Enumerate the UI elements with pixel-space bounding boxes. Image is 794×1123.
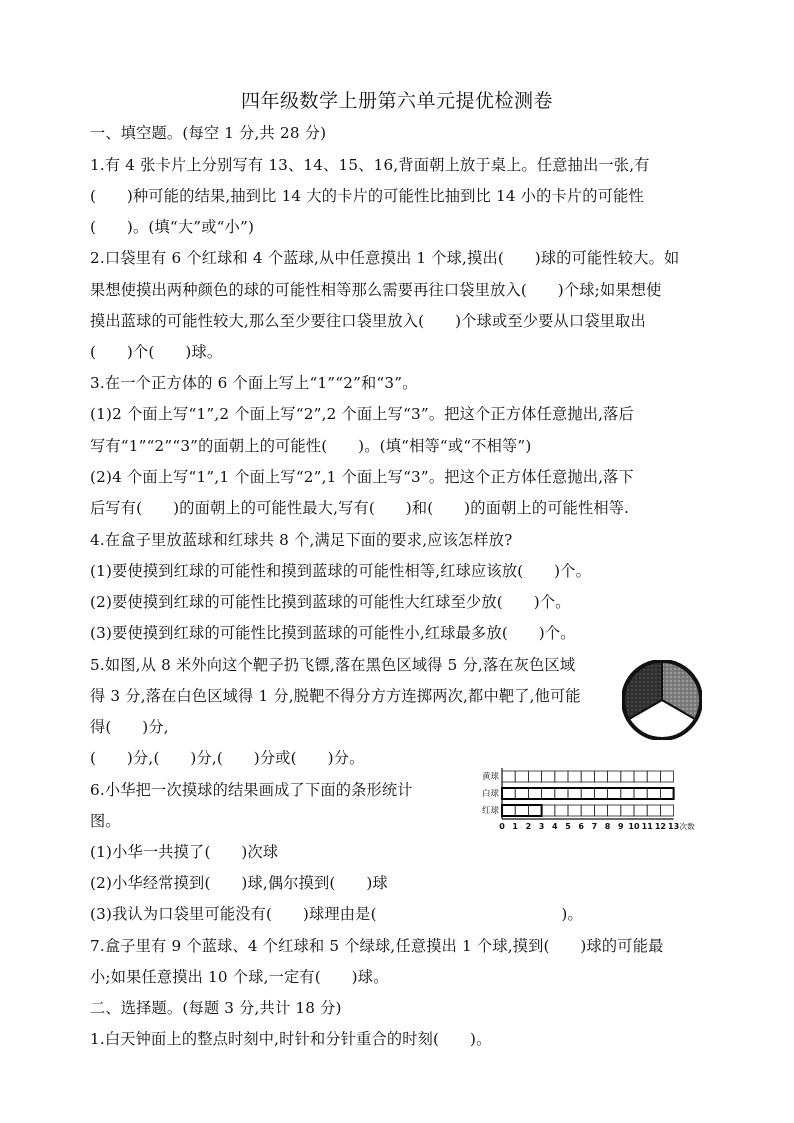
chart-bars (502, 788, 674, 816)
chart-grid-cell (515, 771, 528, 782)
chart-tick-label: 2 (525, 822, 532, 831)
chart-tick-label: 7 (591, 822, 598, 831)
chart-grid-cell (555, 771, 568, 782)
chart-grid-cell (647, 771, 660, 782)
chart-grid-cell (634, 788, 647, 799)
chart-grid-cell (542, 771, 555, 782)
question-line: 得 3 分,落在白色区域得 1 分,脱靶不得分方方连掷两次,都中靶了,他可能 (90, 687, 581, 705)
question-line: 1.白天钟面上的整点时刻中,时针和分针重合的时刻( )。 (90, 1030, 492, 1048)
chart-grid-cell (647, 788, 660, 799)
chart-grid-cell (660, 771, 673, 782)
chart-grid-cell (581, 805, 594, 816)
question-line: ( )。(填“大”或“小”) (90, 218, 255, 236)
chart-tick-label: 9 (618, 822, 624, 831)
question-line: (2)小华经常摸到( )球,偶尔摸到( )球 (90, 874, 388, 892)
section-heading-choice: 二、选择题。(每题 3 分,共计 18 分) (90, 999, 342, 1017)
question-line: 小;如果任意摸出 10 个球,一定有( )球。 (90, 968, 389, 986)
chart-grid-cell (581, 771, 594, 782)
chart-grid-cell (568, 788, 581, 799)
chart-grid-cell (568, 805, 581, 816)
chart-tick-label: 13 (668, 822, 680, 831)
question-line: 写有“1”“2”“3”的面朝上的可能性( )。(填“相等“或“不相等”) (90, 437, 532, 455)
question-line: 得( )分, (90, 718, 169, 736)
question-line: 5.如图,从 8 米外向这个靶子扔飞镖,落在黑色区域得 5 分,落在灰色区域 (90, 656, 576, 674)
chart-grid-cell (528, 771, 541, 782)
chart-tick-label: 12 (654, 822, 666, 831)
question-line: 摸出蓝球的可能性较大,那么至少要往口袋里放入( )个球或至少要从口袋里取出 (90, 312, 646, 330)
chart-tick-label: 3 (538, 822, 545, 831)
question-line: (2)4 个面上写“1”,1 个面上写“2”,1 个面上写“3”。把这个正方体任意抛出,落下 (90, 468, 634, 486)
question-line: ( )个( )球。 (90, 343, 223, 361)
chart-grid-cell (621, 771, 634, 782)
chart-grid-cell (594, 771, 607, 782)
question-line: 7.盒子里有 9 个蓝球、4 个红球和 5 个绿球,任意摸出 1 个球,摸到( )球的可能最 (90, 937, 664, 955)
question-line: 果想使摸出两种颜色的球的可能性相等那么需要再往口袋里放入( )个球;如果想使 (90, 281, 662, 299)
section-heading-fill-blank: 一、填空题。(每空 1 分,共 28 分) (90, 124, 327, 142)
chart-grid-cell (621, 805, 634, 816)
question-line: 6.小华把一次摸球的结果画成了下面的条形统计 (90, 781, 413, 799)
question-line: 后写有( )的面朝上的可能性最大,写有( )和( )的面朝上的可能性相等. (90, 499, 630, 517)
chart-grid-cell (542, 788, 555, 799)
chart-tick-label: 11 (641, 822, 653, 831)
chart-tick-label: 6 (578, 822, 584, 831)
chart-grid-cell (568, 771, 581, 782)
chart-grid-cell (542, 805, 555, 816)
question-line: ( )分,( )分,( )分或( )分。 (90, 749, 365, 767)
question-line: (1)2 个面上写“1”,2 个面上写“2”,2 个面上写“3”。把这个正方体任意抛出,落后 (90, 405, 634, 423)
chart-tick-label: 8 (604, 822, 611, 831)
chart-grid-cell (634, 805, 647, 816)
chart-category-labels (482, 771, 500, 816)
question-line: 图。 (90, 812, 121, 830)
dart-target-figure (622, 660, 702, 740)
question-line: 2.口袋里有 6 个红球和 4 个蓝球,从中任意摸出 1 个球,摸出( )球的可能性较大。如 (90, 249, 680, 267)
ball-bar-chart (470, 764, 720, 846)
chart-grid-cell (528, 788, 541, 799)
chart-grid-cell (502, 805, 515, 816)
chart-tick-label: 0 (499, 822, 505, 831)
question-line: ( )种可能的结果,抽到比 14 大的卡片的可能性比抽到比 14 小的卡片的可能性 (90, 187, 644, 205)
chart-grid-cell (608, 771, 621, 782)
chart-grid-cell (528, 805, 541, 816)
chart-category-label: 白球 (481, 789, 499, 799)
question-line: 1.有 4 张卡片上分别写有 13、14、15、16,背面朝上放于桌上。任意抽出一张,有 (90, 156, 650, 174)
chart-grid-cell (594, 788, 607, 799)
chart-tick-label: 4 (552, 822, 558, 831)
chart-x-axis-label: 次数 (679, 822, 695, 831)
question-line: (3)要使摸到红球的可能性比摸到蓝球的可能性小,红球最多放( )个。 (90, 624, 576, 642)
chart-grid-cell (555, 788, 568, 799)
chart-bar (502, 788, 674, 799)
chart-tick-label: 5 (565, 822, 571, 831)
chart-grid-cell (515, 805, 528, 816)
chart-grid-cell (647, 805, 660, 816)
chart-grid-cell (608, 805, 621, 816)
chart-category-label: 黄球 (481, 772, 499, 782)
question-line: (1)小华一共摸了( )次球 (90, 843, 279, 861)
chart-grid (502, 768, 674, 819)
chart-category-label: 红球 (481, 806, 499, 816)
chart-grid-cell (621, 788, 634, 799)
chart-grid-cell (660, 788, 673, 799)
question-line: 4.在盒子里放蓝球和红球共 8 个,满足下面的要求,应该怎样放? (90, 531, 513, 549)
chart-tick-labels (499, 822, 679, 831)
chart-grid-cell (594, 805, 607, 816)
chart-grid-cell (502, 771, 515, 782)
chart-bar (502, 805, 542, 816)
question-line: 3.在一个正方体的 6 个面上写上“1”“2”和“3”。 (90, 374, 418, 392)
chart-grid-cell (515, 788, 528, 799)
chart-tick-label: 10 (628, 822, 640, 831)
chart-grid-cell (502, 788, 515, 799)
question-line: (1)要使摸到红球的可能性和摸到蓝球的可能性相等,红球应该放( )个。 (90, 562, 592, 580)
page-title: 四年级数学上册第六单元提优检测卷 (240, 90, 553, 112)
chart-tick-label: 1 (512, 822, 518, 831)
chart-grid-cell (660, 805, 673, 816)
chart-grid-cell (634, 771, 647, 782)
question-line: (3)我认为口袋里可能没有( )球理由是( )。 (90, 905, 583, 923)
chart-grid-cell (555, 805, 568, 816)
question-line: (2)要使摸到红球的可能性比摸到蓝球的可能性大红球至少放( )个。 (90, 593, 571, 611)
chart-grid-cell (581, 788, 594, 799)
chart-grid-cell (608, 788, 621, 799)
